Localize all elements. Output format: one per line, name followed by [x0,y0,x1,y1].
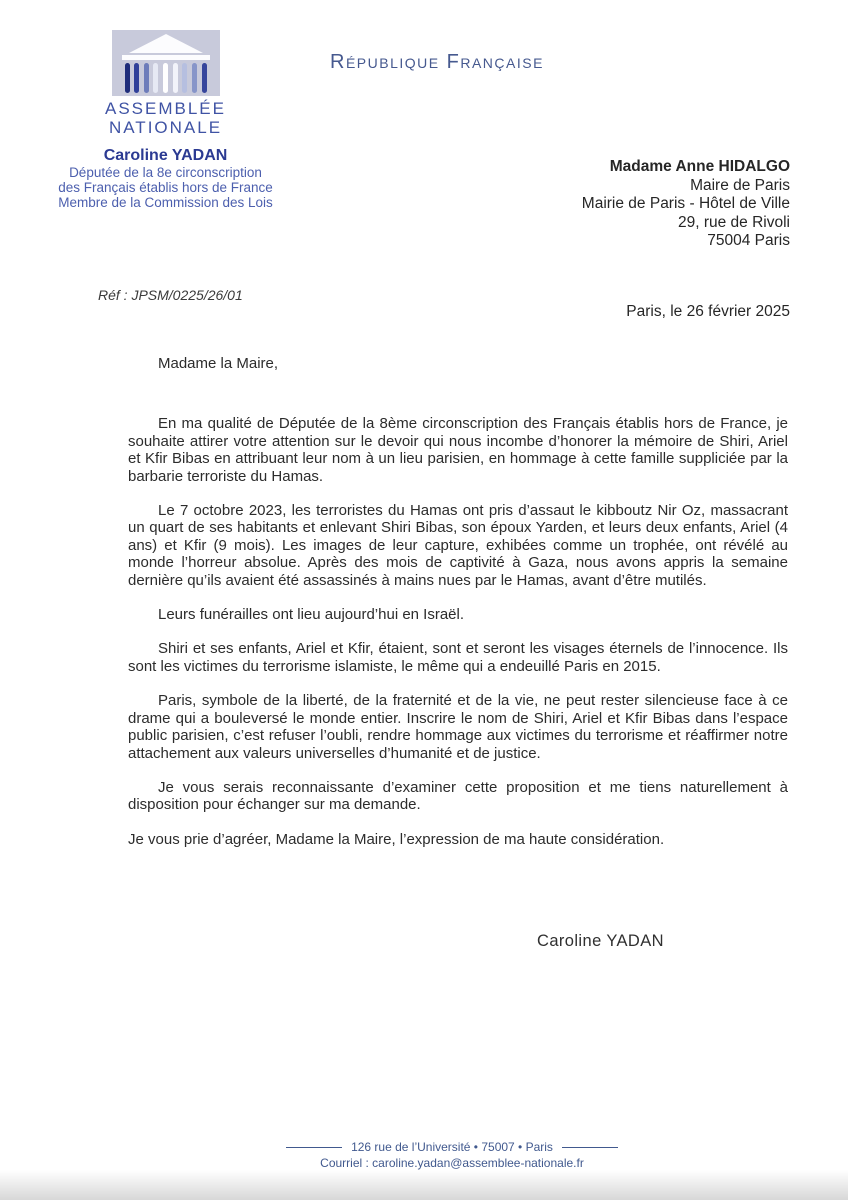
paragraph: Le 7 octobre 2023, les terroristes du Hamas ont pris d’assaut le kibboutz Nir Oz, massacrant un quart de ses habitants et enlevant Shiri Bibas, son époux Yarden, et leurs deux enfants, Ariel (4 ans) et Kfir (9 mois). Les images de leur capture, exhibées comme un trophée, ont révélé au monde l’horreur absolue. Après des mois de captivité à Gaza, nous avons appris la semaine dernière qu’ils avaient été assassinés à mains nues par le Hamas, avant d’être mutilés. [128,502,788,589]
letterhead [38,30,293,210]
recipient-line: 29, rue de Rivoli [677,213,790,231]
paragraph: En ma qualité de Députée de la 8ème circonscription des Français établis hors de France, je souhaite attirer votre attention sur le devoir qui nous incombe d’honorer la mémoire de Shiri, Ariel et Kfir Bibas en attribuant leur nom à un lieu parisien, en hommage à cette famille suppliciée par la barbarie terroriste du Hamas. [128,415,788,485]
paragraph: Shiri et ses enfants, Ariel et Kfir, étaient, sont et seront les visages éternels de l’innocence. Ils sont les victimes du terrorisme islamiste, le même qui a endeuillé Paris en 2015. [128,640,788,675]
scan-shadow [0,1170,848,1200]
footer-rule-right [562,1147,618,1148]
architrave-bar [122,55,210,60]
reference-line: Réf : JPSM/0225/26/01 [98,287,243,303]
recipient-line: 75004 Paris [707,232,790,249]
footer-rule-left [286,1147,342,1148]
footer-address-line [56,1139,848,1155]
paragraph: Paris, symbole de la liberté, de la fraternité et de la vie, ne peut rester silencieuse face à ce drame qui a bouleversé le monde entier. Inscrire le nom de Shiri, Ariel et Kfir Bibas dans l’espace public parisien, c’est refuser l’oubli, rendre hommage aux victimes du terrorisme et réaffirmer notre attachement aux valeurs universelles d’humanité et de justice. [128,692,788,762]
sender-title-line: des Français établis hors de France [58,180,273,195]
signature-name: Caroline YADAN [537,932,664,950]
salutation: Madame la Maire, [158,355,279,372]
assemblee-nationale-logo [112,30,220,96]
recipient-line: Maire de Paris [690,176,790,194]
footer-address: 126 rue de l’Université • 75007 • Paris [351,1140,553,1154]
recipient-address-block [582,158,790,251]
logo-title-line1: ASSEMBLÉE [105,99,226,118]
footer [56,1139,848,1171]
sender-name: Caroline YADAN [103,147,228,164]
logo-title-line2: NATIONALE [108,118,223,137]
logo-title [38,99,293,137]
recipient-name: Madame Anne HIDALGO [609,158,790,175]
pediment-icon [129,34,203,53]
closing-formula: Je vous prie d’agréer, Madame la Maire, l’expression de ma haute considération. [128,830,665,848]
paragraph: Je vous serais reconnaissante d’examiner cette proposition et me tiens naturellement à disposition pour échanger sur ma demande. [128,778,788,814]
recipient-line: Mairie de Paris - Hôtel de Ville [581,195,790,212]
sender-title-line: Membre de la Commission des Lois [58,195,273,210]
paragraph: Leurs funérailles ont lieu aujourd’hui en Israël. [158,606,465,624]
columns-icon [125,63,207,93]
letter-body [128,355,788,848]
republique-francaise-heading: République Française [330,51,544,73]
date-line: Paris, le 26 février 2025 [626,303,790,320]
footer-email-line: Courriel : caroline.yadan@assemblee-nationale.fr [320,1156,584,1170]
sender-title-line: Députée de la 8e circonscription [69,165,262,180]
